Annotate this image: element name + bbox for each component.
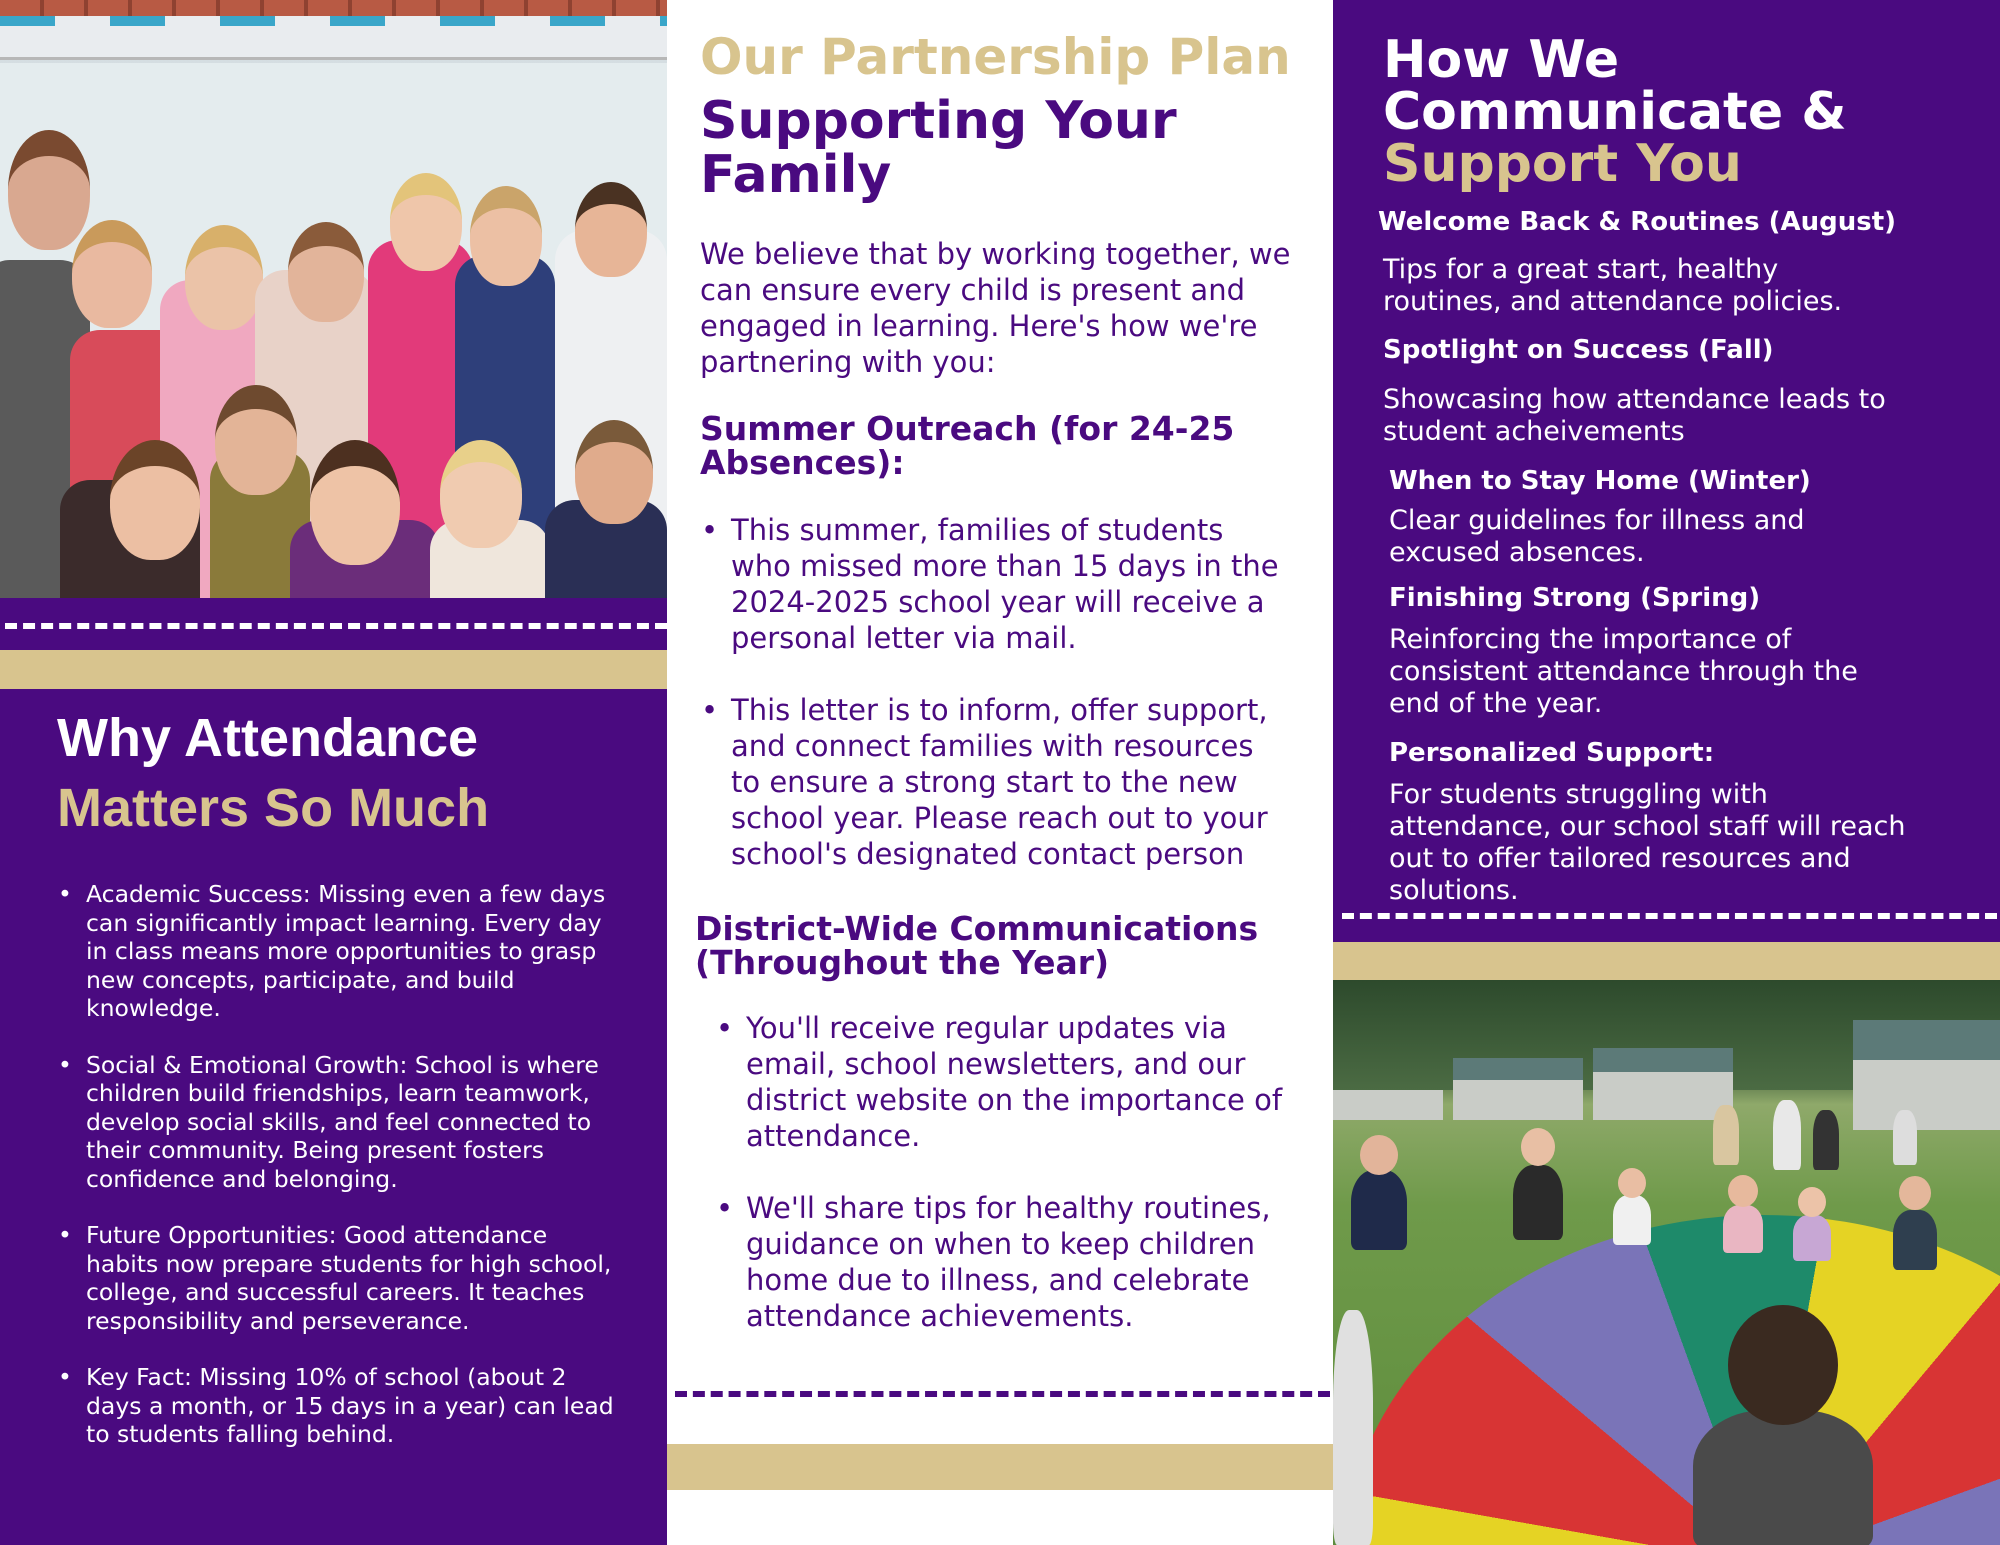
personalized-support-heading: Personalized Support:: [1389, 738, 1715, 768]
stay-home-text: Clear guidelines for illness and excused absences.: [1389, 505, 1805, 568]
list-item: • We'll share tips for healthy routines, guidance on when to keep children home due to illness, and celebrate attendance achievements.: [716, 1190, 1301, 1334]
gold-bar: [1333, 942, 2000, 980]
gold-bar: [667, 1444, 1333, 1490]
welcome-back-heading: Welcome Back & Routines (August): [1378, 207, 1897, 237]
finishing-strong-heading: Finishing Strong (Spring): [1389, 583, 1761, 613]
title-line2: Communicate &: [1383, 82, 1847, 142]
stay-home-heading: When to Stay Home (Winter): [1389, 466, 1811, 496]
intro-paragraph: We believe that by working together, we can ensure every child is present and engaged in learning. Here's how we're partnering with you:: [700, 237, 1291, 379]
left-panel: [0, 0, 667, 1545]
playground-parachute-photo: [1333, 980, 2000, 1545]
district-communications-list: [716, 1010, 1301, 1370]
title-line3: Support You: [1383, 134, 1742, 194]
dashed-divider: [675, 1391, 1330, 1397]
summer-outreach-heading: Summer Outreach (for 24-25 Absences):: [700, 409, 1235, 482]
dashed-divider: [5, 623, 667, 629]
list-item: • You'll receive regular updates via email, school newsletters, and our district website on the importance of attendance.: [716, 1010, 1301, 1154]
district-communications-heading: District-Wide Communications (Throughout the Year): [695, 909, 1259, 982]
list-item: • Academic Success: Missing even a few days can significantly impact learning. Every day in class means more opportunities to grasp new concepts, participate, and build knowledge.: [58, 880, 618, 1023]
spotlight-heading: Spotlight on Success (Fall): [1383, 335, 1774, 365]
gold-bar: [0, 650, 667, 689]
list-item: • Key Fact: Missing 10% of school (about 2 days a month, or 15 days in a year) can lead to students falling behind.: [58, 1363, 618, 1449]
why-title-line1: Why Attendance: [57, 708, 479, 768]
why-title-line2: Matters So Much: [57, 778, 490, 838]
personalized-support-text: For students struggling with attendance, our school staff will reach out to offer tailored resources and solutions.: [1389, 779, 1906, 906]
communicate-support-title: [1383, 30, 1963, 194]
dashed-divider: [1342, 913, 1997, 919]
classroom-group-photo: [0, 0, 667, 598]
supporting-family-title: Supporting Your Family: [700, 91, 1177, 205]
summer-outreach-list: [701, 512, 1286, 908]
why-attendance-list: [58, 880, 618, 1477]
welcome-back-text: Tips for a great start, healthy routines, and attendance policies.: [1383, 254, 1843, 317]
list-item: • This summer, families of students who missed more than 15 days in the 2024-2025 school year will receive a personal letter via mail.: [701, 512, 1286, 656]
alphabet-banner: [0, 0, 667, 60]
finishing-strong-text: Reinforcing the importance of consistent attendance through the end of the year.: [1389, 624, 1858, 719]
spotlight-text: Showcasing how attendance leads to student acheivements: [1383, 384, 1886, 447]
partnership-plan-title: Our Partnership Plan: [700, 28, 1291, 86]
title-line1: How We: [1383, 30, 1620, 90]
list-item: • Social & Emotional Growth: School is where children build friendships, learn teamwork, develop social skills, and feel connected to their community. Being present fosters confidence and belonging.: [58, 1051, 618, 1194]
why-attendance-title: [57, 703, 489, 843]
list-item: • This letter is to inform, offer support, and connect families with resources to ensure a strong start to the new school year. Please reach out to your school's designated contact person: [701, 692, 1286, 872]
list-item: • Future Opportunities: Good attendance habits now prepare students for high school, college, and successful careers. It teaches responsibility and perseverance.: [58, 1221, 618, 1335]
